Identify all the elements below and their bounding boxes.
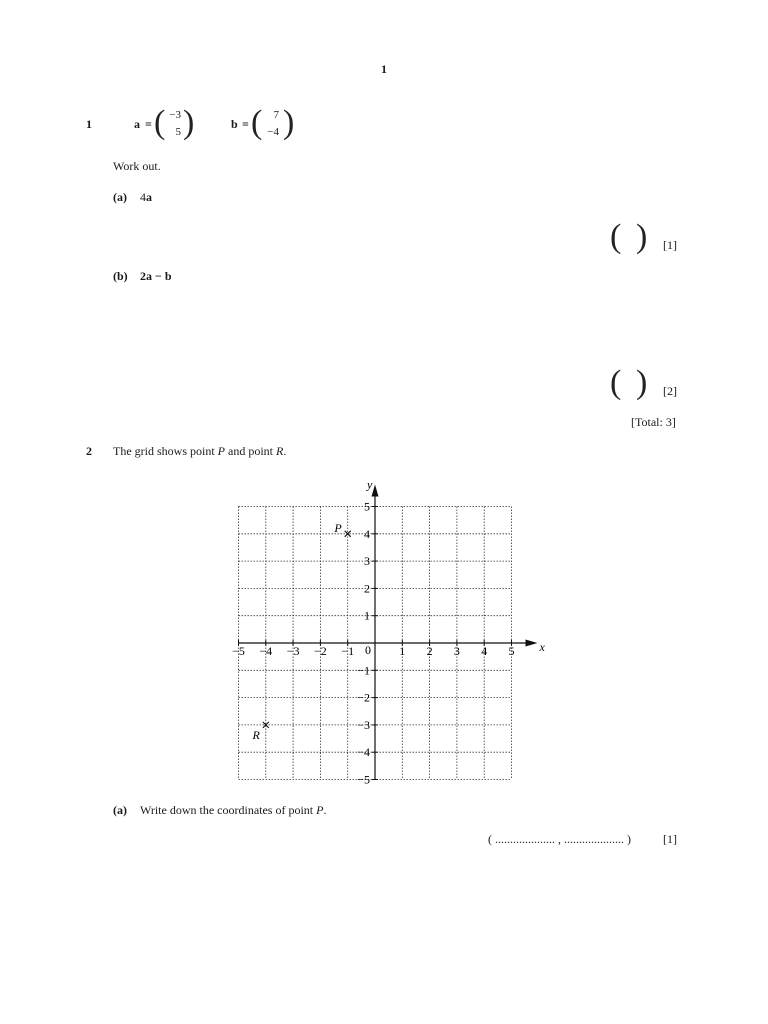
vector-a-right-bracket: ) xyxy=(183,104,195,141)
q1-part-b-expression: 2a − b xyxy=(140,269,172,283)
x-tick-label: 3 xyxy=(453,644,460,658)
q2-stem-point-p: P xyxy=(217,444,226,458)
origin-label: 0 xyxy=(365,643,371,657)
q1-part-b-label: (b) xyxy=(113,269,128,283)
answer-left-bracket: ( xyxy=(610,218,622,255)
q1-part-a-variable: a xyxy=(146,190,152,204)
vector-a-name: a xyxy=(134,117,140,131)
x-tick-label: 5 xyxy=(508,644,515,658)
y-axis-arrow xyxy=(372,485,379,497)
q2-part-a-text-end: . xyxy=(323,803,327,817)
axes xyxy=(239,478,546,780)
vector-b-left-bracket: ( xyxy=(251,104,263,141)
y-tick-label: 2 xyxy=(364,581,370,596)
vector-a-equals: = xyxy=(145,117,152,131)
x-axis-arrow xyxy=(526,640,538,647)
x-tick-label: −2 xyxy=(314,644,327,658)
x-tick-label: 1 xyxy=(399,644,406,658)
q2-part-a-marks: [1] xyxy=(663,832,677,846)
vector-b-name: b xyxy=(231,117,238,131)
plotted-points xyxy=(251,521,350,742)
y-tick-label: 5 xyxy=(364,499,370,514)
y-tick-label: −3 xyxy=(357,717,370,732)
x-tick-label: −4 xyxy=(259,644,273,658)
y-tick-label: −2 xyxy=(357,690,370,705)
vector-a-bottom: 5 xyxy=(175,126,181,138)
point-p-label: P xyxy=(334,520,342,535)
y-tick-label: 3 xyxy=(364,554,370,569)
answer-right-bracket: ) xyxy=(636,364,648,401)
vector-b-right-bracket: ) xyxy=(283,104,295,141)
q2-part-a-text xyxy=(140,803,326,818)
q2-part-a-text-main: Write down the coordinates of point xyxy=(140,803,317,817)
page-number: 1 xyxy=(381,62,387,76)
y-axis-label: y xyxy=(367,477,373,492)
q1-total: [Total: 3] xyxy=(631,415,676,429)
q2-stem-text-mid: and point xyxy=(225,444,277,458)
q2-stem-text: The grid shows point xyxy=(113,444,218,458)
q2-stem-point-r: R xyxy=(276,444,284,458)
q2-part-a-label: (a) xyxy=(113,803,127,817)
q1-part-a-marks: [1] xyxy=(663,238,677,252)
q1-instruction: Work out. xyxy=(113,159,161,173)
q2-stem-text-end: . xyxy=(283,444,287,458)
question-2-number: 2 xyxy=(86,444,92,458)
q1-part-b-marks: [2] xyxy=(663,384,677,398)
vector-b-equals: = xyxy=(242,117,249,131)
q1-part-a-label: (a) xyxy=(113,190,127,204)
vector-a-left-bracket: ( xyxy=(154,104,166,141)
vector-b-bottom: −4 xyxy=(267,126,279,138)
answer-right-bracket: ) xyxy=(636,218,648,255)
x-tick-label: −1 xyxy=(341,644,355,658)
y-tick-label: 1 xyxy=(364,608,370,623)
y-tick-label: −4 xyxy=(357,745,370,760)
q2-part-a-answer-line[interactable]: ( .................... , .................... ) xyxy=(488,832,631,846)
q2-part-a-point-p: P xyxy=(316,803,324,817)
point-r-label: R xyxy=(252,727,260,742)
x-tick-label: −3 xyxy=(286,644,300,658)
x-tick-label: 4 xyxy=(481,644,488,658)
x-tick-label: −5 xyxy=(232,644,245,658)
question-1-number: 1 xyxy=(86,117,92,131)
y-tick-label: −1 xyxy=(357,663,370,678)
y-tick-label: 4 xyxy=(364,526,370,541)
q1-part-a-coefficient: 4 xyxy=(140,190,146,204)
x-tick-label: 2 xyxy=(426,644,433,658)
vector-b-top: 7 xyxy=(273,109,279,121)
vector-a-top: −3 xyxy=(169,109,181,121)
y-tick-label: −5 xyxy=(357,772,370,787)
answer-left-bracket: ( xyxy=(610,364,622,401)
x-axis-label: x xyxy=(539,640,545,654)
